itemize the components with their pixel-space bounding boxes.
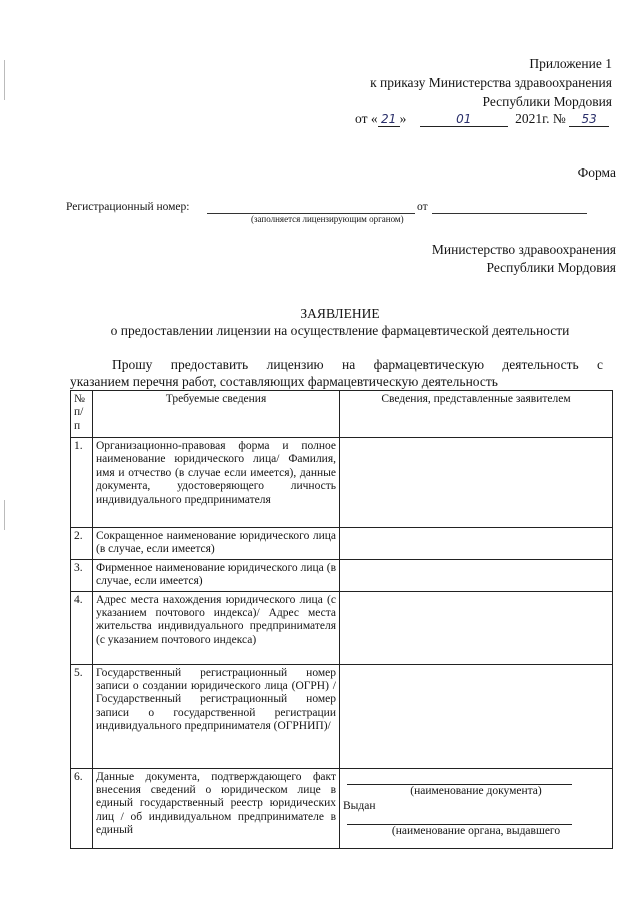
addressee-line-1: Министерство здравоохранения	[431, 242, 616, 257]
row-number: 6.	[71, 768, 93, 848]
appendix-line-2: к приказу Министерства здравоохранения	[370, 75, 612, 90]
row-number: 5.	[71, 664, 93, 768]
issued-label: Выдан	[343, 800, 376, 813]
intro-line-2: указанием перечня работ, составляющих фармацевтическую деятельность	[70, 374, 498, 389]
scan-edge-mark	[4, 60, 5, 100]
table-row	[71, 528, 613, 560]
row-provided-cell[interactable]	[340, 591, 613, 664]
document-name-field[interactable]	[347, 774, 572, 785]
year-number-text: 2021г. №	[515, 111, 566, 126]
appendix-line-3: Республики Мордовия	[482, 94, 612, 109]
row-required-text: Сокращенное наименование юридического лица (в случае, если имеется)	[93, 528, 340, 560]
document-title: ЗАЯВЛЕНИЕ	[300, 306, 380, 321]
row-required-text: Адрес места нахождения юридического лица (с указанием почтового индекса)/ Адрес места жительства индивидуального предпринимателя (с указанием почтового индекса)	[93, 591, 340, 664]
table-row	[71, 664, 613, 768]
row-required-text: Данные документа, подтверждающего факт внесения сведений о юридическом лице в единый государственный реестр юридических лиц / об индивидуальном предпринимателе в единый	[93, 768, 340, 848]
table-row	[71, 768, 613, 848]
date-month: 01	[420, 112, 508, 127]
header-required-info: Требуемые сведения	[93, 391, 340, 438]
row-required-text: Фирменное наименование юридического лица (в случае, если имеется)	[93, 559, 340, 591]
document-subtitle: о предоставлении лицензии на осуществление фармацевтической деятельности	[110, 323, 570, 338]
row-required-text: Государственный регистрационный номер записи о создании юридического лица (ОГРН) / Государственный регистрационный номер записи о государственной регистрации индивидуального предпринимателя (ОГРНИП)/	[93, 664, 340, 768]
date-prefix: от «	[355, 111, 378, 126]
table-row	[71, 591, 613, 664]
row-number: 3.	[71, 559, 93, 591]
issuer-field[interactable]	[347, 814, 572, 825]
row-provided-cell[interactable]	[340, 528, 613, 560]
document-name-caption: (наименование документа)	[410, 784, 542, 797]
appendix-date-line	[355, 111, 609, 127]
row-number: 1.	[71, 438, 93, 528]
row-provided-cell[interactable]	[340, 559, 613, 591]
application-table	[70, 390, 613, 849]
row-required-text: Организационно-правовая форма и полное наименование юридического лица/ Фамилия, имя и отчество (в случае если имеется), данные документа, удостоверяющего личность индивидуального предпринимателя	[93, 438, 340, 528]
intro-line-1: Прошу предоставить лицензию на фармацевтическую деятельность с	[112, 357, 603, 372]
scan-edge-mark	[4, 500, 5, 530]
row-number: 2.	[71, 528, 93, 560]
order-number: 53	[569, 112, 609, 127]
header-provided-info: Сведения, представленные заявителем	[340, 391, 613, 438]
appendix-line-1: Приложение 1	[529, 56, 612, 71]
table-row	[71, 438, 613, 528]
row-provided-cell[interactable]	[340, 664, 613, 768]
row-number: 4.	[71, 591, 93, 664]
registration-hint: (заполняется лицензирующим органом)	[251, 214, 404, 224]
table-row	[71, 559, 613, 591]
row-provided-cell[interactable]	[340, 768, 613, 848]
registration-date-field	[432, 213, 587, 214]
form-label: Форма	[577, 165, 616, 180]
header-number: № п/п	[71, 391, 93, 438]
addressee-line-2: Республики Мордовия	[486, 260, 616, 275]
row-provided-cell[interactable]	[340, 438, 613, 528]
date-day: 21	[378, 112, 400, 127]
issuer-caption: (наименование органа, выдавшего	[391, 825, 561, 838]
date-sep: »	[399, 111, 407, 126]
registration-from-label: от	[417, 201, 428, 213]
registration-label: Регистрационный номер:	[66, 201, 190, 213]
table-header-row	[71, 391, 613, 438]
